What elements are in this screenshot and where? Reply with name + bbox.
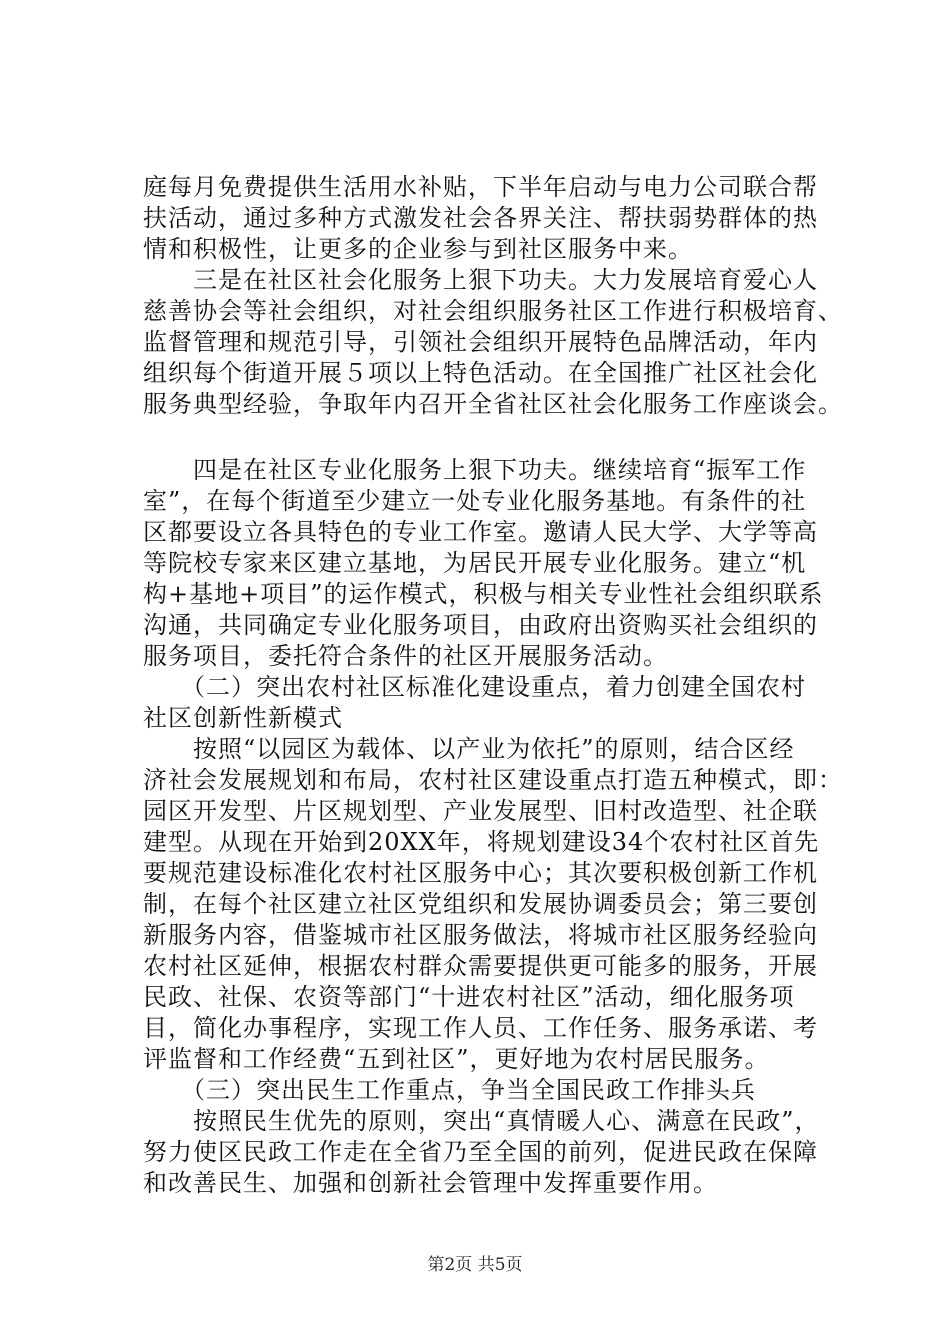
text-line: 按照“以园区为载体、以产业为依托”的原则，结合区经 (143, 735, 795, 763)
text-line: （三）突出民生工作重点，争当全国民政工作排头兵 (143, 1076, 756, 1104)
text-line: 扶活动，通过多种方式激发社会各界关注、帮扶弱势群体的热 (143, 204, 818, 232)
text-line: 新服务内容，借鉴城市社区服务做法，将城市社区服务经验向 (143, 921, 818, 949)
text-line: 慈善协会等社会组织，对社会组织服务社区工作进行积极培育、 (143, 297, 843, 325)
text-line: 建型。从现在开始到20XX年，将规划建设34个农村社区首先 (143, 828, 820, 856)
text-line: 构+基地+项目”的运作模式，积极与相关专业性社会组织联系 (143, 580, 824, 608)
paragraph-gap (143, 420, 833, 455)
text-line: （二）突出农村社区标准化建设重点，着力创建全国农村 (143, 673, 806, 701)
text-line: 服务项目，委托符合条件的社区开展服务活动。 (143, 642, 668, 670)
page-footer: 第2页 共5页 (427, 1255, 523, 1275)
text-line: 要规范建设标准化农村社区服务中心；其次要积极创新工作机 (143, 859, 818, 887)
text-line: 民政、社保、农资等部门“十进农村社区”活动，细化服务项 (143, 983, 795, 1011)
text-line: 室”，在每个街道至少建立一处专业化服务基地。有条件的社 (143, 487, 807, 515)
text-line: 三是在社区社会化服务上狠下功夫。大力发展培育爱心人 (143, 266, 818, 294)
text-line: 努力使区民政工作走在全省乃至全国的前列，促进民政在保障 (143, 1138, 818, 1166)
text-line: 情和积极性，让更多的企业参与到社区服务中来。 (143, 235, 693, 263)
text-line: 监督管理和规范引导，引领社会组织开展特色品牌活动，年内 (143, 328, 818, 356)
text-line: 服务典型经验，争取年内召开全省社区社会化服务工作座谈会。 (143, 390, 843, 418)
text-line: 和改善民生、加强和创新社会管理中发挥重要作用。 (143, 1169, 718, 1197)
body-text (143, 172, 843, 1199)
text-line: 庭每月免费提供生活用水补贴，下半年启动与电力公司联合帮 (143, 173, 818, 201)
text-line: 区都要设立各具特色的专业工作室。邀请人民大学、大学等高 (143, 518, 818, 546)
text-line: 农村社区延伸，根据农村群众需要提供更可能多的服务，开展 (143, 952, 818, 980)
text-line: 目，简化办事程序，实现工作人员、工作任务、服务承诺、考 (143, 1014, 818, 1042)
text-line: 按照民生优先的原则，突出“真情暖人心、满意在民政”， (143, 1107, 820, 1135)
text-line: 社区创新性新模式 (143, 704, 343, 732)
text-line: 组织每个街道开展５项以上特色活动。在全国推广社区社会化 (143, 359, 818, 387)
text-line: 评监督和工作经费“五到社区”，更好地为农村居民服务。 (143, 1045, 770, 1073)
text-line: 制，在每个社区建立社区党组织和发展协调委员会；第三要创 (143, 890, 818, 918)
text-line: 等院校专家来区建立基地，为居民开展专业化服务。建立“机 (143, 549, 807, 577)
text-line: 沟通，共同确定专业化服务项目，由政府出资购买社会组织的 (143, 611, 818, 639)
text-line: 济社会发展规划和布局，农村社区建设重点打造五种模式，即： (143, 766, 843, 794)
paragraph-block-1 (143, 172, 843, 420)
text-line: 四是在社区专业化服务上狠下功夫。继续培育“振军工作 (143, 456, 807, 484)
text-line: 园区开发型、片区规划型、产业发展型、旧村改造型、社企联 (143, 797, 818, 825)
paragraph-block-2 (143, 455, 843, 1199)
